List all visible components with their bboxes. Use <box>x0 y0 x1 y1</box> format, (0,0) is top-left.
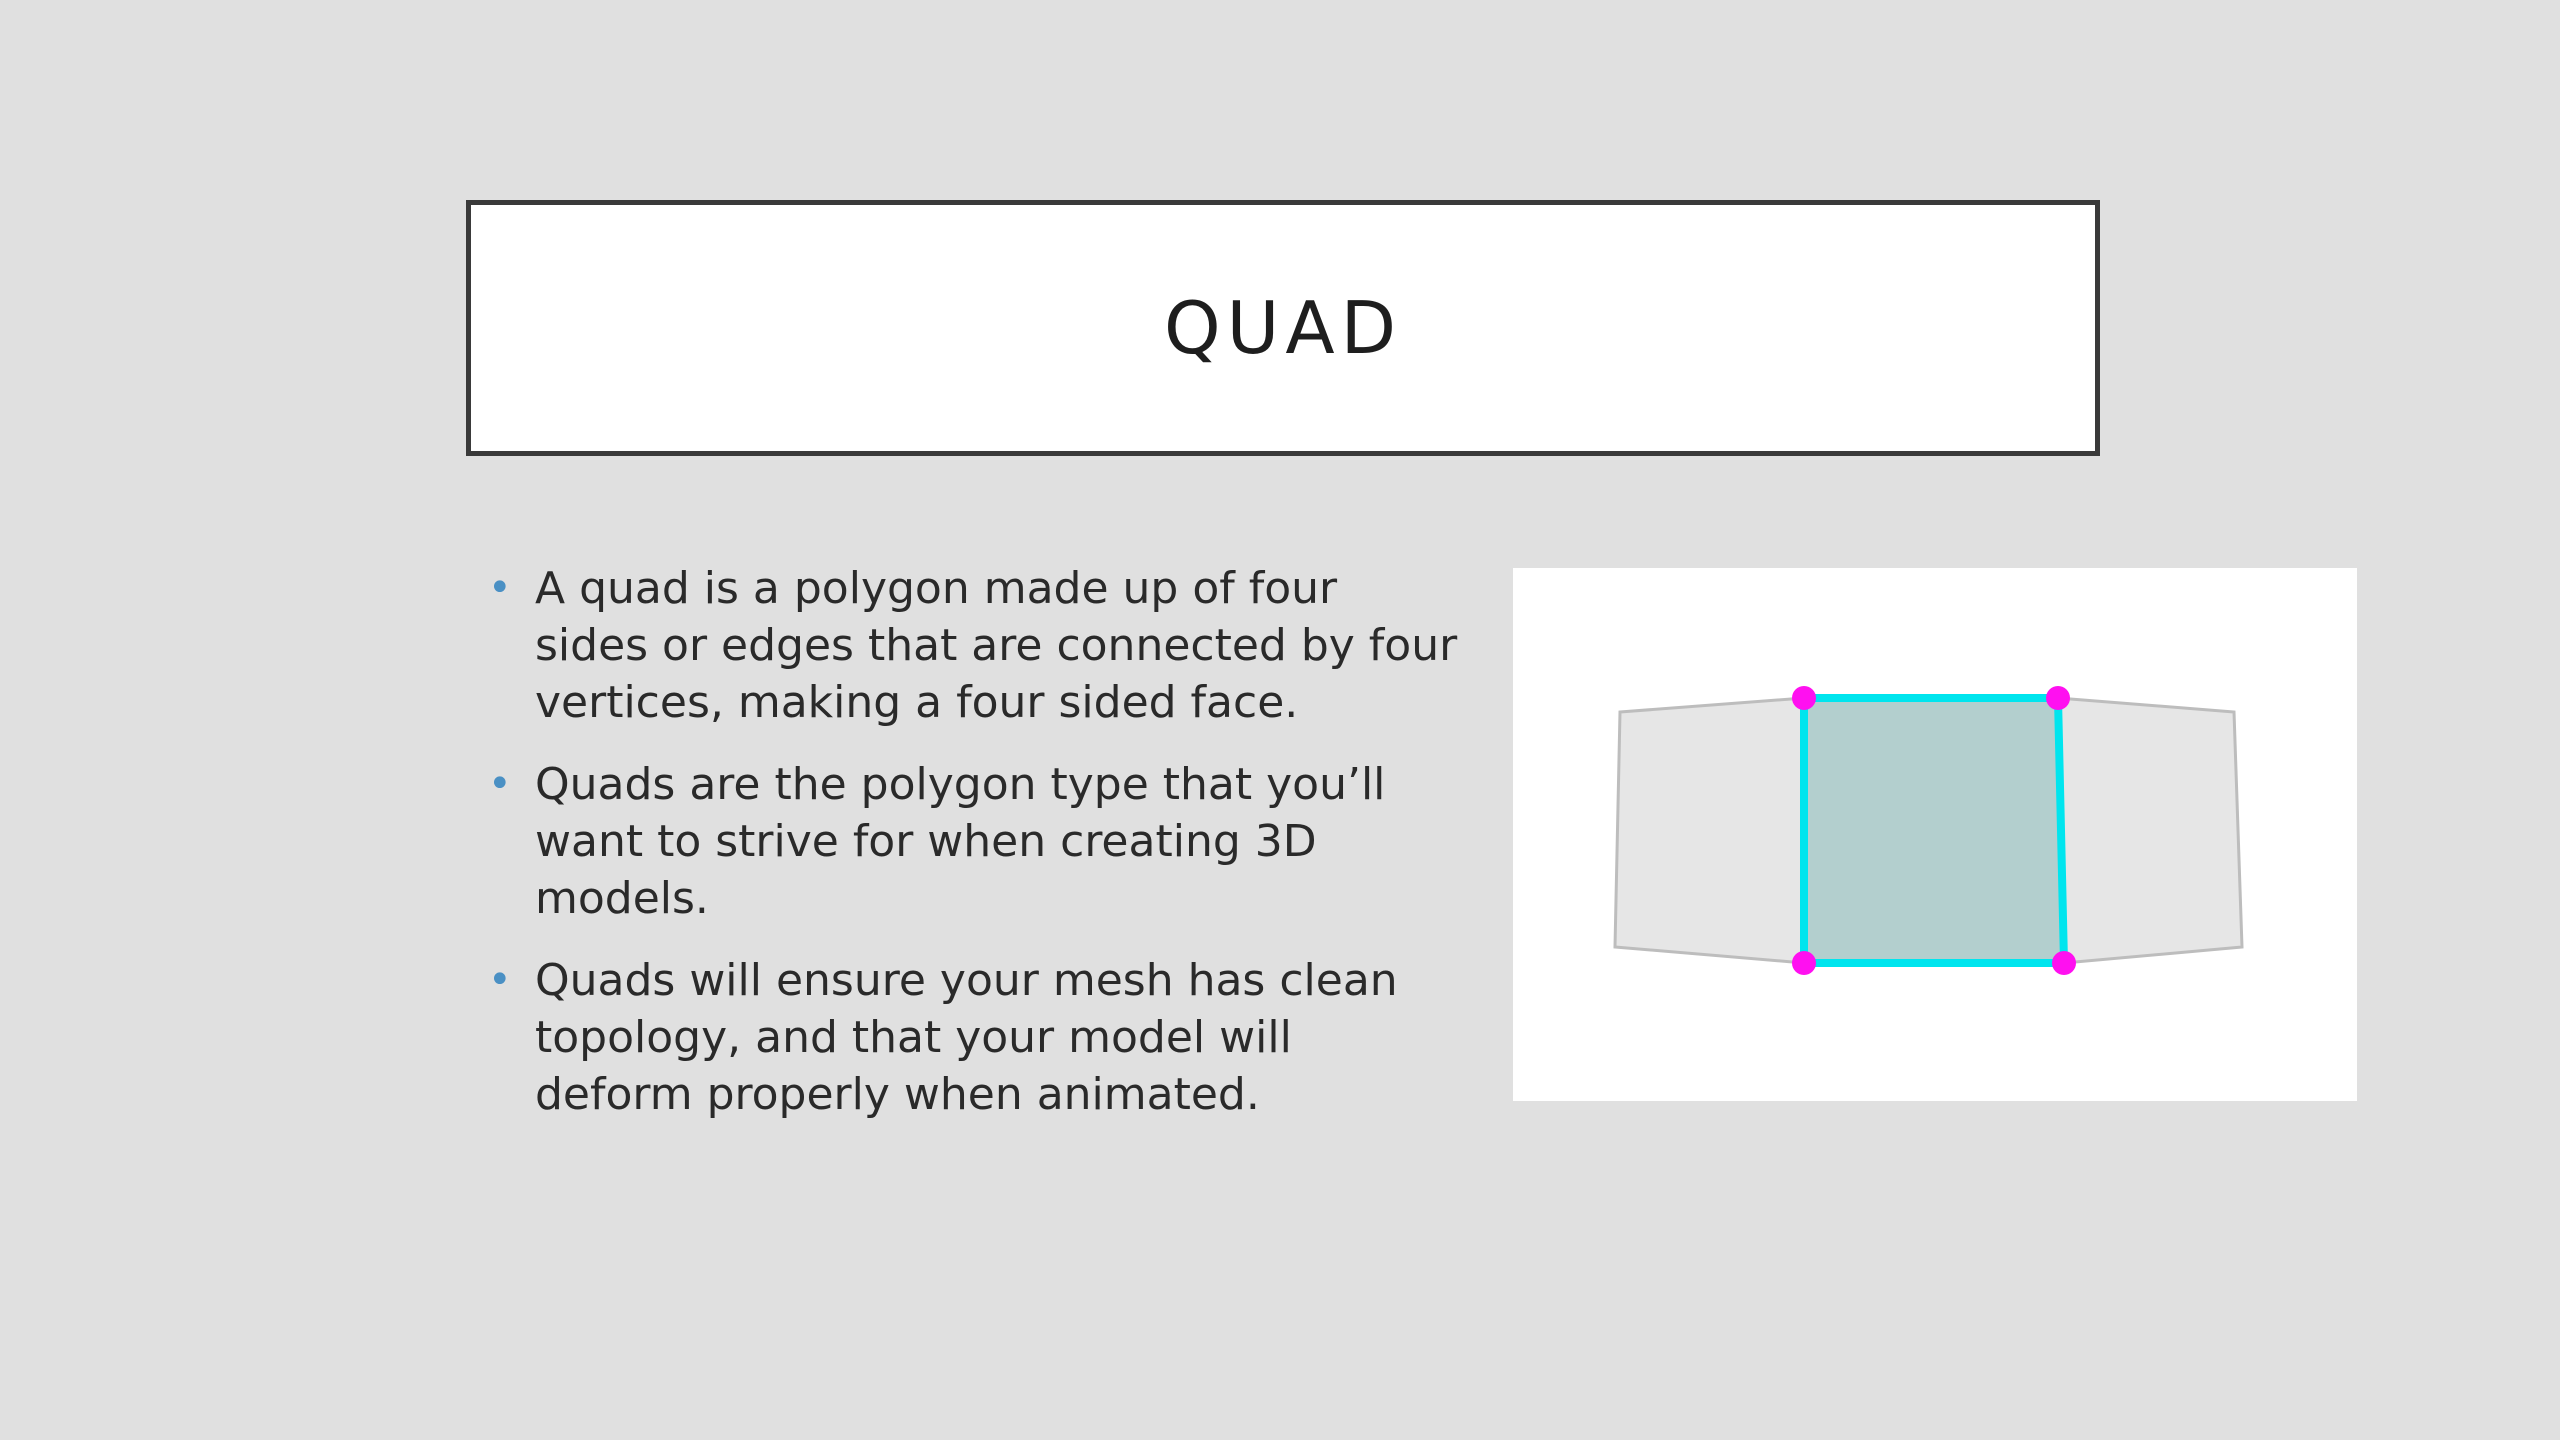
selected-quad-face <box>1804 698 2064 963</box>
vertex-top-right <box>2046 686 2070 710</box>
quad-diagram-svg <box>1513 568 2357 1101</box>
bullet-text: A quad is a polygon made up of four sides or edges that are connected by four vertices, making a four sided face. <box>535 563 1458 728</box>
quad-diagram <box>1513 568 2357 1101</box>
bullet-item <box>480 560 1460 731</box>
vertex-bottom-right <box>2052 951 2076 975</box>
bullet-dot-icon: • <box>488 957 512 1003</box>
bullet-text: Quads will ensure your mesh has clean topology, and that your model will deform properly when animated. <box>535 955 1398 1120</box>
bullet-item <box>480 756 1460 927</box>
title-box <box>466 200 2100 456</box>
bullet-dot-icon: • <box>488 761 512 807</box>
slide-title: QUAD <box>1163 286 1403 370</box>
bullet-text: Quads are the polygon type that you’ll want to strive for when creating 3D models. <box>535 759 1386 924</box>
vertex-bottom-left <box>1792 951 1816 975</box>
vertex-top-left <box>1792 686 1816 710</box>
left-neighbor-face <box>1615 698 1804 963</box>
bullet-list <box>480 560 1460 1148</box>
bullet-dot-icon: • <box>488 565 512 611</box>
bullet-item <box>480 952 1460 1123</box>
right-neighbor-face <box>2058 698 2242 963</box>
